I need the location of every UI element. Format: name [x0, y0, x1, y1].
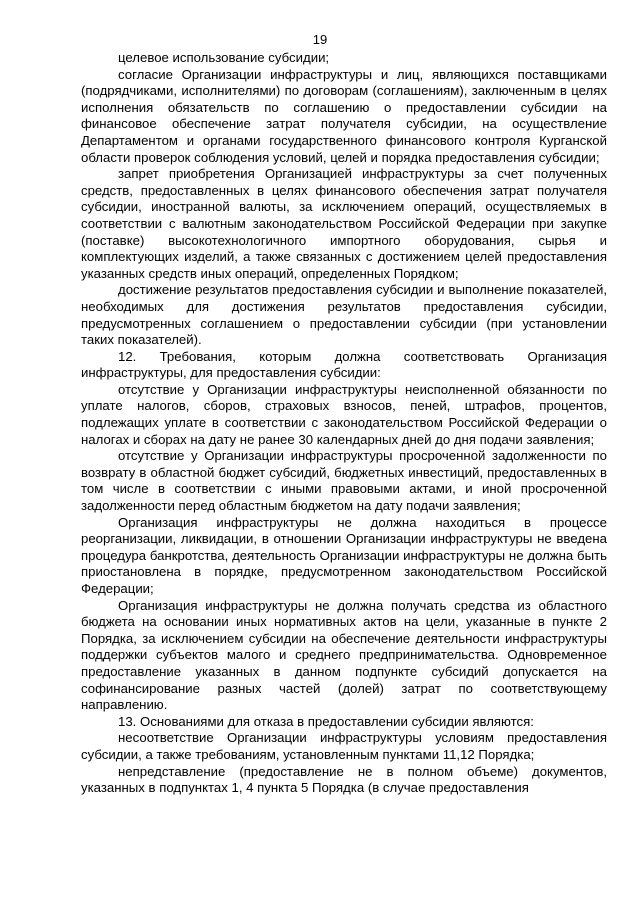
paragraph: достижение результатов предоставления субсидии и выполнение показателей, необходимых для достижения результатов предоставления субсидии, предусмотренных соглашением о предоставлении субсидии (при установлении таких показателей).	[81, 282, 607, 348]
paragraph: 13. Основаниями для отказа в предоставлении субсидии являются:	[118, 713, 534, 729]
paragraph: Организация инфраструктуры не должна находиться в процессе реорганизации, ликвидации, в отношении Организации инфраструктуры не введена процедура банкротства, деятельность Организации инфраструктуры не должна быть приостановлена в порядке, предусмотренном законодательством Российской Федерации;	[81, 514, 607, 596]
paragraph: несоответствие Организации инфраструктуры условиям предоставления субсидии, а также требованиям, установленным пунктами 11,12 Порядка;	[81, 730, 607, 762]
page-number: 19	[312, 32, 328, 47]
paragraph: Организация инфраструктуры не должна получать средства из областного бюджета на основании иных нормативных актов на цели, указанные в пункте 2 Порядка, за исключением субсидии на обеспечение деятельности инфраструктуры поддержки субъектов малого и среднего предпринимательства. Одновременное предоставление указанных в данном подпункте субсидий допускается на софинансирование разных частей (долей) затрат по соответствующему направлению.	[81, 597, 607, 713]
document-body	[81, 50, 607, 797]
paragraph: запрет приобретения Организацией инфраструктуры за счет полученных средств, предоставленных в целях финансового обеспечения затрат получателя субсидии, иностранной валюты, за исключением операций, осуществляемых в соответствии с валютным законодательством Российской Федерации при закупке (поставке) высокотехнологичного импортного оборудования, сырья и комплектующих изделий, а также связанных с достижением целей предоставления указанных средств иных операций, определенных Порядком;	[81, 166, 607, 281]
paragraph: отсутствие у Организации инфраструктуры неисполненной обязанности по уплате налогов, сборов, страховых взносов, пеней, штрафов, процентов, подлежащих уплате в соответствии с законодательством Российской Федерации о налогах и сборах на дату не ранее 30 календарных дней до дня подачи заявления;	[81, 381, 607, 447]
paragraph: 12. Требования, которым должна соответствовать Организация инфраструктуры, для предоставления субсидии:	[81, 348, 607, 381]
paragraph: целевое использование субсидии;	[118, 50, 330, 65]
paragraph: согласие Организации инфраструктуры и лиц, являющихся поставщиками (подрядчиками, исполнителями) по договорам (соглашениям), заключенным в целях исполнения обязательств по соглашению о предоставлении субсидии на финансовое обеспечение затрат получателя субсидии, на осуществление Департаментом и органами государственного финансового контроля Курганской области проверок соблюдения условий, целей и порядка предоставления субсидии;	[81, 66, 607, 165]
paragraph: непредставление (предоставление не в полном объеме) документов, указанных в подпунктах 1, 4 пункта 5 Порядка (в случае предоставления	[81, 763, 607, 796]
paragraph: отсутствие у Организации инфраструктуры просроченной задолженности по возврату в областной бюджет субсидий, бюджетных инвестиций, предоставленных в том числе в соответствии с иными правовыми актами, и иной просроченной задолженности перед областным бюджетом на дату подачи заявления;	[81, 448, 607, 514]
